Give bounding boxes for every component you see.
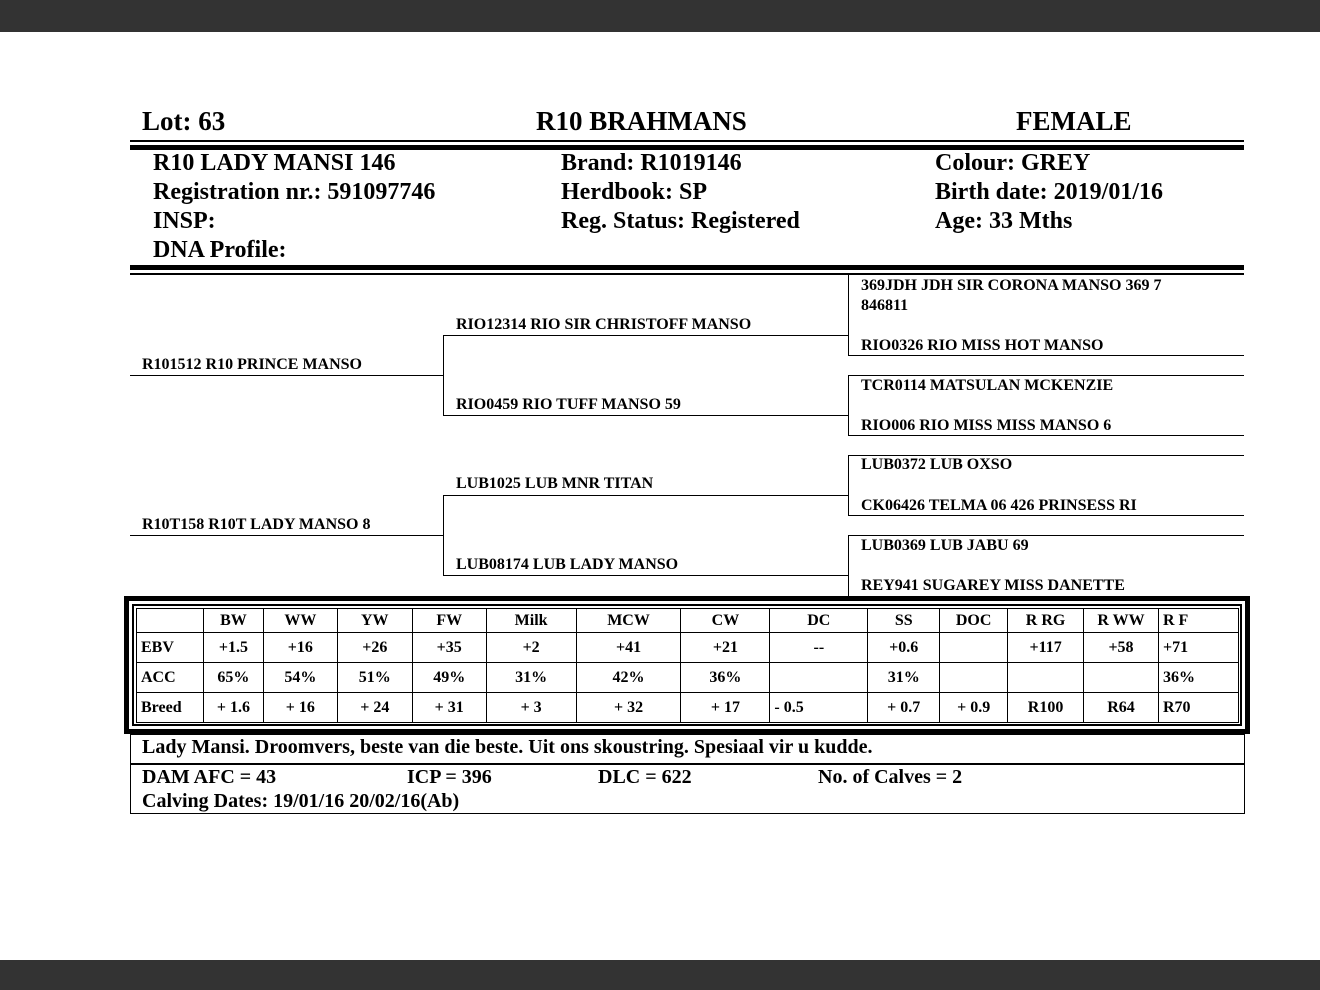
ebv-header-cell: MCW xyxy=(576,609,681,633)
ebv-header-cell: BW xyxy=(203,609,263,633)
top-bar xyxy=(0,0,1320,32)
info-divider xyxy=(130,273,1244,275)
table-cell: +58 xyxy=(1084,633,1159,663)
table-cell xyxy=(1084,663,1159,693)
row-label: EBV xyxy=(137,633,204,663)
pedigree-gg-1: 369JDH JDH SIR CORONA MANSO 369 7 846811 xyxy=(861,277,1162,314)
ebv-header-cell: DOC xyxy=(940,609,1008,633)
ebv-header-cell: Milk xyxy=(486,609,576,633)
comment-text: Lady Mansi. Droomvers, beste van die beste. Uit ons skoustring. Spesiaal vir u kudde. xyxy=(142,736,873,758)
table-cell: + 24 xyxy=(337,693,412,723)
dam-dam-line xyxy=(443,575,848,576)
dam-bracket xyxy=(443,495,444,576)
gg-bracket-1 xyxy=(848,275,849,356)
table-cell xyxy=(770,663,868,693)
dam-sire-line xyxy=(443,495,848,496)
sire-sire-line xyxy=(443,335,848,336)
table-cell: + 1.6 xyxy=(203,693,263,723)
pedigree-sire-sire: RIO12314 RIO SIR CHRISTOFF MANSO xyxy=(456,316,752,333)
table-row xyxy=(137,663,1239,693)
dam-afc: DAM AFC = 43 xyxy=(142,766,277,788)
herdbook: Herdbook: SP xyxy=(561,179,708,205)
reg-status: Reg. Status: Registered xyxy=(561,208,800,234)
table-cell: +21 xyxy=(681,633,770,663)
pedigree-dam-sire: LUB1025 LUB MNR TITAN xyxy=(456,475,654,492)
lot-number: Lot: 63 xyxy=(142,106,226,136)
brand: Brand: R1019146 xyxy=(561,150,742,176)
table-cell: + 3 xyxy=(486,693,576,723)
ebv-header-cell: YW xyxy=(337,609,412,633)
pedigree-gg-3: TCR0114 MATSULAN MCKENZIE xyxy=(861,377,1114,394)
gg-line-4 xyxy=(848,435,1244,436)
age: Age: 33 Mths xyxy=(935,208,1073,234)
gg-bracket-4 xyxy=(848,535,849,596)
table-cell: R70 xyxy=(1158,693,1238,723)
gg-line-3 xyxy=(848,375,1244,376)
table-cell: +1.5 xyxy=(203,633,263,663)
breeder-name: R10 BRAHMANS xyxy=(536,106,747,136)
table-row xyxy=(137,693,1239,723)
table-cell: +16 xyxy=(263,633,337,663)
colour: Colour: GREY xyxy=(935,150,1091,176)
ebv-table xyxy=(136,608,1239,723)
sire-line xyxy=(130,375,443,376)
pedigree-gg-6: CK06426 TELMA 06 426 PRINSESS RI xyxy=(861,497,1137,514)
pedigree-gg-7: LUB0369 LUB JABU 69 xyxy=(861,537,1029,554)
table-cell: +117 xyxy=(1008,633,1084,663)
row-label: ACC xyxy=(137,663,204,693)
gg-line-7 xyxy=(848,535,1244,536)
table-cell: 54% xyxy=(263,663,337,693)
table-cell: 31% xyxy=(868,663,940,693)
table-cell: + 16 xyxy=(263,693,337,723)
gg-line-2 xyxy=(848,355,1244,356)
table-cell: 65% xyxy=(203,663,263,693)
table-cell: + 32 xyxy=(576,693,681,723)
table-cell: 49% xyxy=(412,663,486,693)
info-divider-thick xyxy=(130,265,1244,270)
ebv-header-cell: R WW xyxy=(1084,609,1159,633)
table-cell: +35 xyxy=(412,633,486,663)
table-cell: +71 xyxy=(1158,633,1238,663)
header-divider xyxy=(130,140,1244,142)
table-cell: 36% xyxy=(681,663,770,693)
pedigree-gg-8: REY941 SUGAREY MISS DANETTE xyxy=(861,577,1125,594)
pedigree-sire: R101512 R10 PRINCE MANSO xyxy=(142,356,362,373)
ebv-header-cell: CW xyxy=(681,609,770,633)
gg-line-6 xyxy=(848,515,1244,516)
bottom-bar xyxy=(0,960,1320,990)
table-cell: + 17 xyxy=(681,693,770,723)
ebv-header-cell xyxy=(137,609,204,633)
pedigree-dam-dam: LUB08174 LUB LADY MANSO xyxy=(456,556,679,573)
table-cell: +2 xyxy=(486,633,576,663)
table-cell xyxy=(1008,663,1084,693)
table-cell: 36% xyxy=(1158,663,1238,693)
table-cell: + 0.9 xyxy=(940,693,1008,723)
table-cell: 42% xyxy=(576,663,681,693)
birth-date: Birth date: 2019/01/16 xyxy=(935,179,1163,205)
table-cell: + 31 xyxy=(412,693,486,723)
sire-dam-line xyxy=(443,415,848,416)
pedigree-gg-2: RIO0326 RIO MISS HOT MANSO xyxy=(861,337,1104,354)
calving-dates: Calving Dates: 19/01/16 20/02/16(Ab) xyxy=(142,790,460,812)
ebv-header-row xyxy=(137,609,1239,633)
insp-label: INSP: xyxy=(153,208,216,234)
gg-bracket-3 xyxy=(848,455,849,516)
sire-bracket xyxy=(443,335,444,416)
dam-dlc: DLC = 622 xyxy=(598,766,692,788)
table-cell: +41 xyxy=(576,633,681,663)
dna-profile-label: DNA Profile: xyxy=(153,237,287,263)
pedigree-sire-dam: RIO0459 RIO TUFF MANSO 59 xyxy=(456,396,681,413)
registration-number: Registration nr.: 591097746 xyxy=(153,179,436,205)
table-row xyxy=(137,633,1239,663)
table-cell: R100 xyxy=(1008,693,1084,723)
animal-sex: FEMALE xyxy=(1016,106,1132,136)
table-cell: - 0.5 xyxy=(770,693,868,723)
table-cell: 51% xyxy=(337,663,412,693)
animal-name: R10 LADY MANSI 146 xyxy=(153,150,396,176)
table-cell: +26 xyxy=(337,633,412,663)
table-cell xyxy=(940,663,1008,693)
ebv-header-cell: R F xyxy=(1158,609,1238,633)
table-cell xyxy=(940,633,1008,663)
dam-line xyxy=(130,535,443,536)
table-cell: 31% xyxy=(486,663,576,693)
table-cell: R64 xyxy=(1084,693,1159,723)
table-cell: +0.6 xyxy=(868,633,940,663)
row-label: Breed xyxy=(137,693,204,723)
pedigree-gg-4: RIO006 RIO MISS MISS MANSO 6 xyxy=(861,417,1112,434)
pedigree-dam: R10T158 R10T LADY MANSO 8 xyxy=(142,516,371,533)
ebv-header-cell: WW xyxy=(263,609,337,633)
ebv-header-cell: R RG xyxy=(1008,609,1084,633)
table-cell: + 0.7 xyxy=(868,693,940,723)
pedigree-gg-5: LUB0372 LUB OXSO xyxy=(861,456,1013,473)
ebv-header-cell: DC xyxy=(770,609,868,633)
gg-bracket-2 xyxy=(848,375,849,436)
ebv-header-cell: SS xyxy=(868,609,940,633)
ebv-header-cell: FW xyxy=(412,609,486,633)
table-cell: -- xyxy=(770,633,868,663)
dam-icp: ICP = 396 xyxy=(407,766,492,788)
dam-calves: No. of Calves = 2 xyxy=(818,766,963,788)
